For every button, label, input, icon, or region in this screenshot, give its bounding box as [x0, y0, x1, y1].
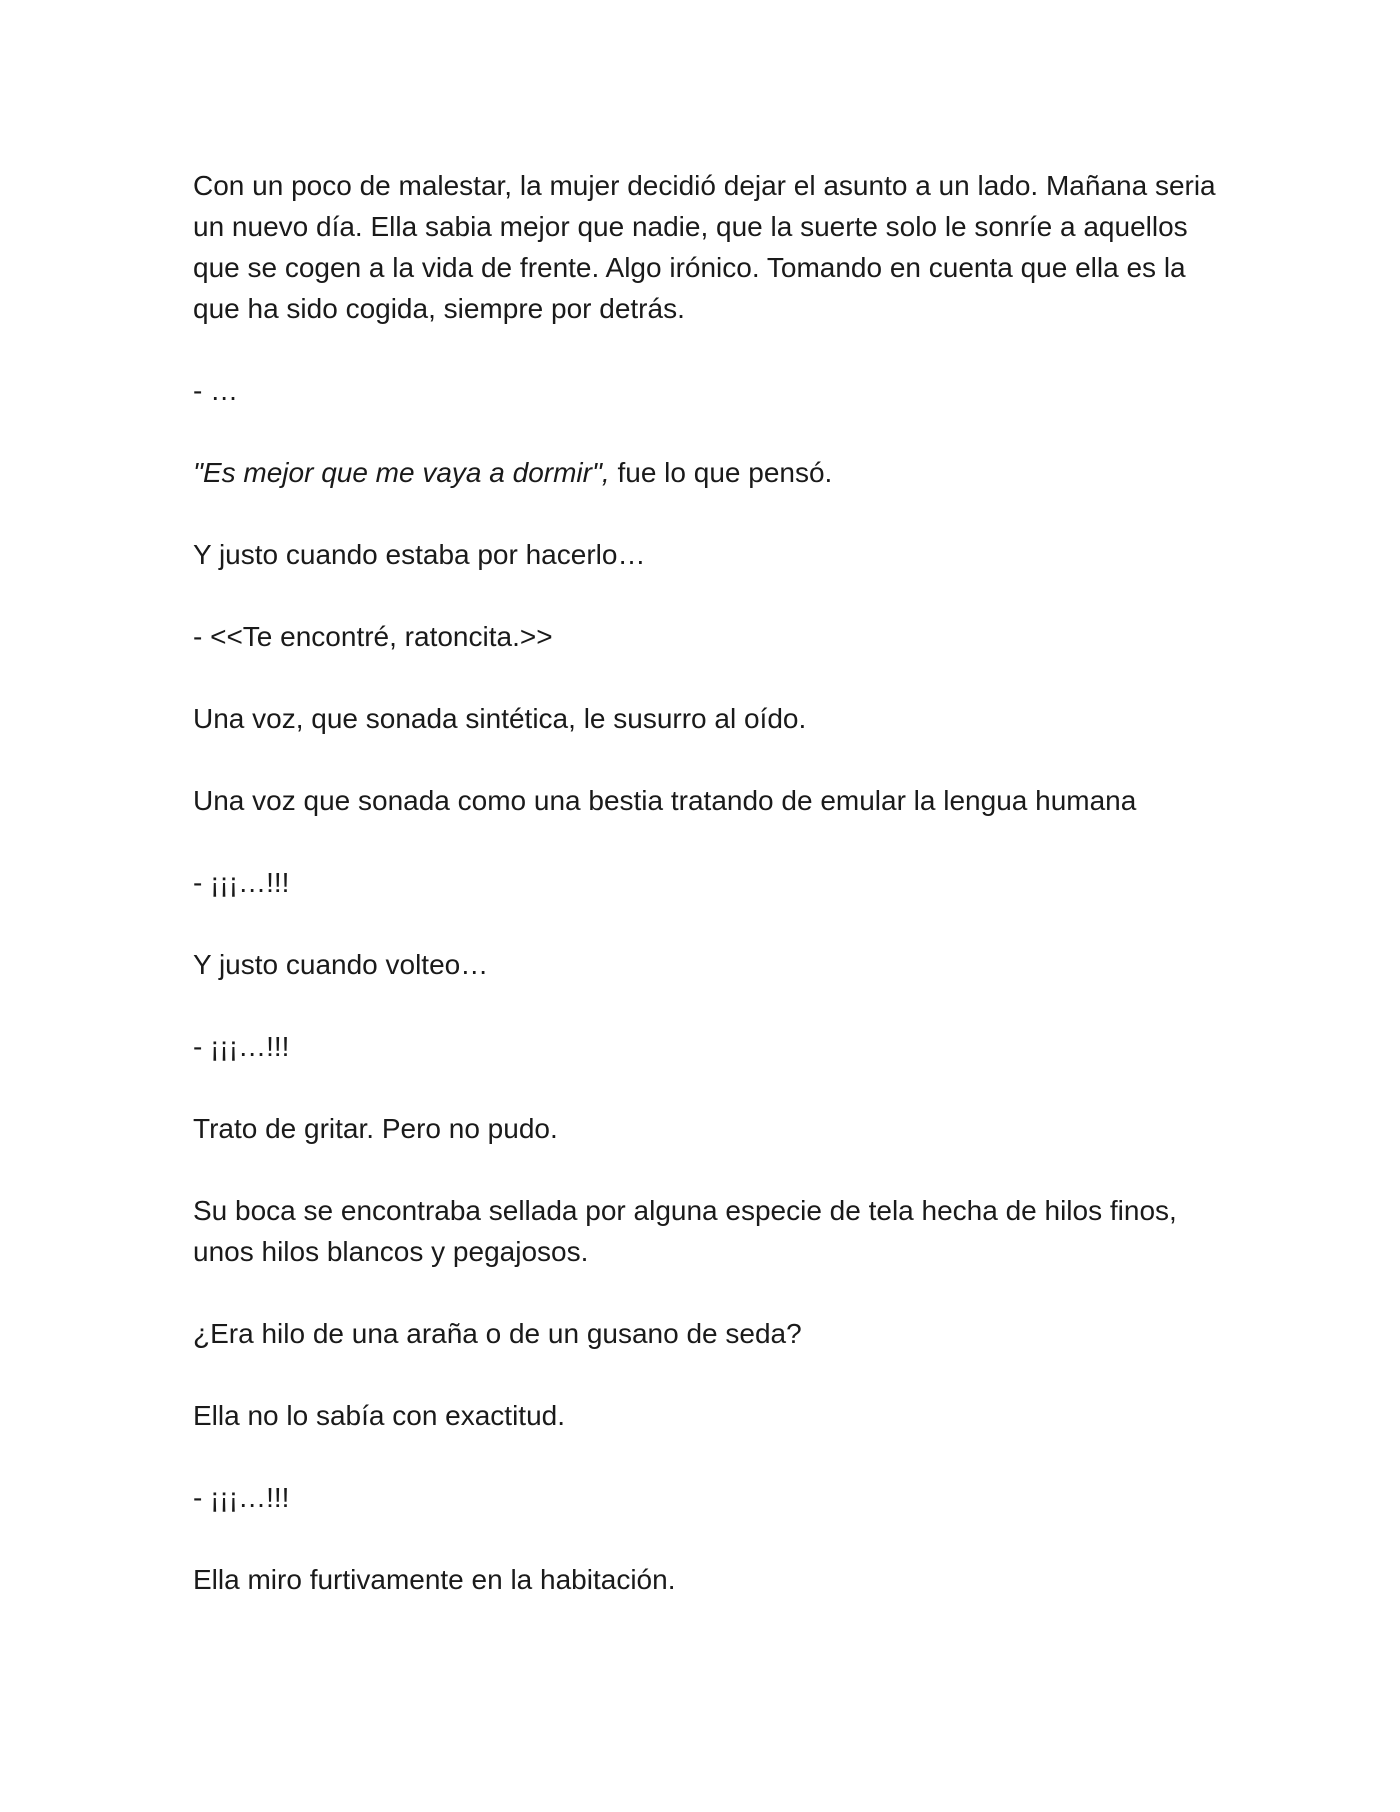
paragraph-4: Y justo cuando estaba por hacerlo…	[193, 539, 646, 570]
paragraph-10: - ¡¡¡…!!!	[193, 1031, 290, 1062]
paragraph-11: Trato de gritar. Pero no pudo.	[193, 1113, 558, 1144]
paragraph-2: - …	[193, 375, 239, 406]
paragraph-16: Ella miro furtivamente en la habitación.	[193, 1564, 676, 1595]
paragraph-13: ¿Era hilo de una araña o de un gusano de seda?	[193, 1318, 802, 1349]
paragraph-12: Su boca se encontraba sellada por alguna especie de tela hecha de hilos finos, unos hilos blancos y pegajosos.	[193, 1195, 1177, 1267]
paragraph-3-rest: fue lo que pensó.	[609, 457, 833, 488]
paragraph-6: Una voz, que sonada sintética, le susurro al oído.	[193, 703, 807, 734]
paragraph-15: - ¡¡¡…!!!	[193, 1482, 290, 1513]
paragraph-3	[193, 452, 1223, 493]
paragraph-7: Una voz que sonada como una bestia tratando de emular la lengua humana	[193, 785, 1137, 816]
paragraph-5: - <<Te encontré, ratoncita.>>	[193, 621, 553, 652]
paragraph-14: Ella no lo sabía con exactitud.	[193, 1400, 566, 1431]
paragraph-8: - ¡¡¡…!!!	[193, 867, 290, 898]
paragraph-9: Y justo cuando volteo…	[193, 949, 489, 980]
document-body	[193, 165, 1223, 1641]
paragraph-3-quote: "Es mejor que me vaya a dormir",	[193, 457, 610, 488]
paragraph-1: Con un poco de malestar, la mujer decidió dejar el asunto a un lado. Mañana seria un nuevo día. Ella sabia mejor que nadie, que la suerte solo le sonríe a aquellos que se cogen a la vida de frente. Algo irónico. Tomando en cuenta que ella es la que ha sido cogida, siempre por detrás.	[193, 170, 1216, 324]
